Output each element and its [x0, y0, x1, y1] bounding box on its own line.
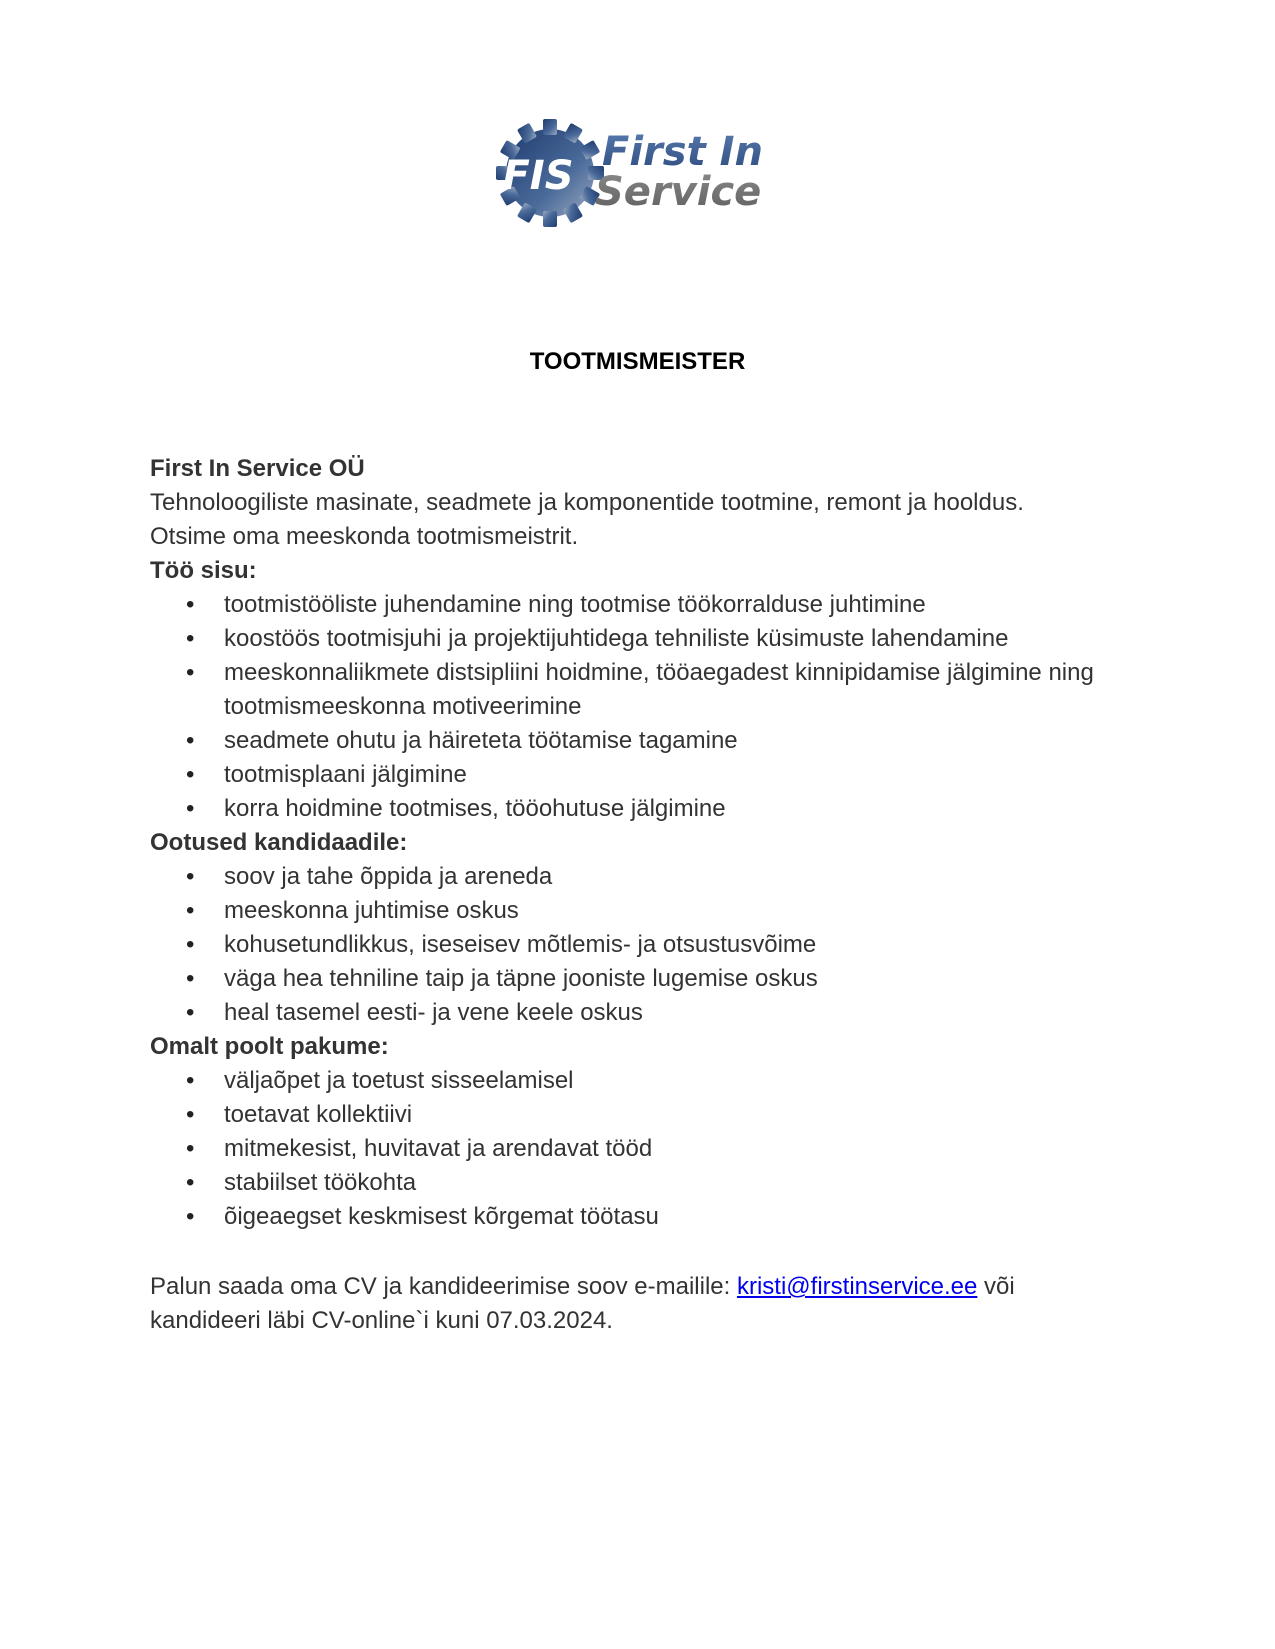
- list-item: • toetavat kollektiivi: [150, 1098, 1184, 1132]
- company-description: Tehnoloogiliste masinate, seadmete ja komponentide tootmine, remont ja hooldus.: [150, 489, 1024, 516]
- list-item: • väljaõpet ja toetust sisseelamisel: [150, 1064, 1184, 1098]
- list-item: • stabiilset töökohta: [150, 1166, 1184, 1200]
- logo-mark: FIS: [502, 153, 574, 199]
- company-name: First In Service OÜ: [150, 455, 365, 482]
- logo-line1: First In: [602, 129, 763, 175]
- logo-line2: Service: [595, 169, 762, 215]
- application-instructions: [150, 1270, 1110, 1338]
- list-item: • meeskonna juhtimise oskus: [150, 894, 1184, 928]
- list-item: • tootmistööliste juhendamine ning tootmise töökorralduse juhtimine: [150, 588, 1184, 622]
- list-item: • mitmekesist, huvitavat ja arendavat tööd: [150, 1132, 1184, 1166]
- page-title: TOOTMISMEISTER: [529, 348, 746, 375]
- duties-list: [150, 588, 1150, 826]
- offer-list: [150, 1064, 1150, 1234]
- section-heading-offer: Omalt poolt pakume:: [150, 1033, 389, 1060]
- gear-tooth: [543, 119, 557, 135]
- section-heading-expectations: Ootused kandidaadile:: [150, 829, 408, 856]
- gear-tooth: [543, 211, 557, 227]
- expectations-list: [150, 860, 1150, 1030]
- section-heading-duties: Töö sisu:: [150, 557, 257, 584]
- list-item: • väga hea tehniline taip ja täpne jooniste lugemise oskus: [150, 962, 1184, 996]
- company-intro: Otsime oma meeskonda tootmismeistrit.: [150, 523, 579, 550]
- list-item: • meeskonnaliikmete distsipliini hoidmine, tööaegadest kinnipidamise jälgimine ning tootmismeeskonna motiveerimine: [150, 656, 1184, 724]
- list-item: • koostöös tootmisjuhi ja projektijuhtidega tehniliste küsimuste lahendamine: [150, 622, 1184, 656]
- list-item: • heal tasemel eesti- ja vene keele oskus: [150, 996, 1184, 1030]
- closing-text-before: Palun saada oma CV ja kandideerimise soov e-mailile:: [150, 1273, 737, 1300]
- list-item: • korra hoidmine tootmises, tööohutuse jälgimine: [150, 792, 1184, 826]
- list-item: • soov ja tahe õppida ja areneda: [150, 860, 1184, 894]
- list-item: • kohusetundlikkus, iseseisev mõtlemis- ja otsustusvõime: [150, 928, 1184, 962]
- job-content: [150, 452, 1150, 1234]
- list-item: • tootmisplaani jälgimine: [150, 758, 1184, 792]
- email-link[interactable]: kristi@firstinservice.ee: [736, 1273, 978, 1300]
- company-logo: [488, 113, 788, 231]
- list-item: • seadmete ohutu ja häireteta töötamise tagamine: [150, 724, 1184, 758]
- list-item: • õigeaegset keskmisest kõrgemat töötasu: [150, 1200, 1184, 1234]
- closing-text-after: või kandideeri läbi CV-online`i kuni 07.03.2024.: [150, 1273, 1015, 1334]
